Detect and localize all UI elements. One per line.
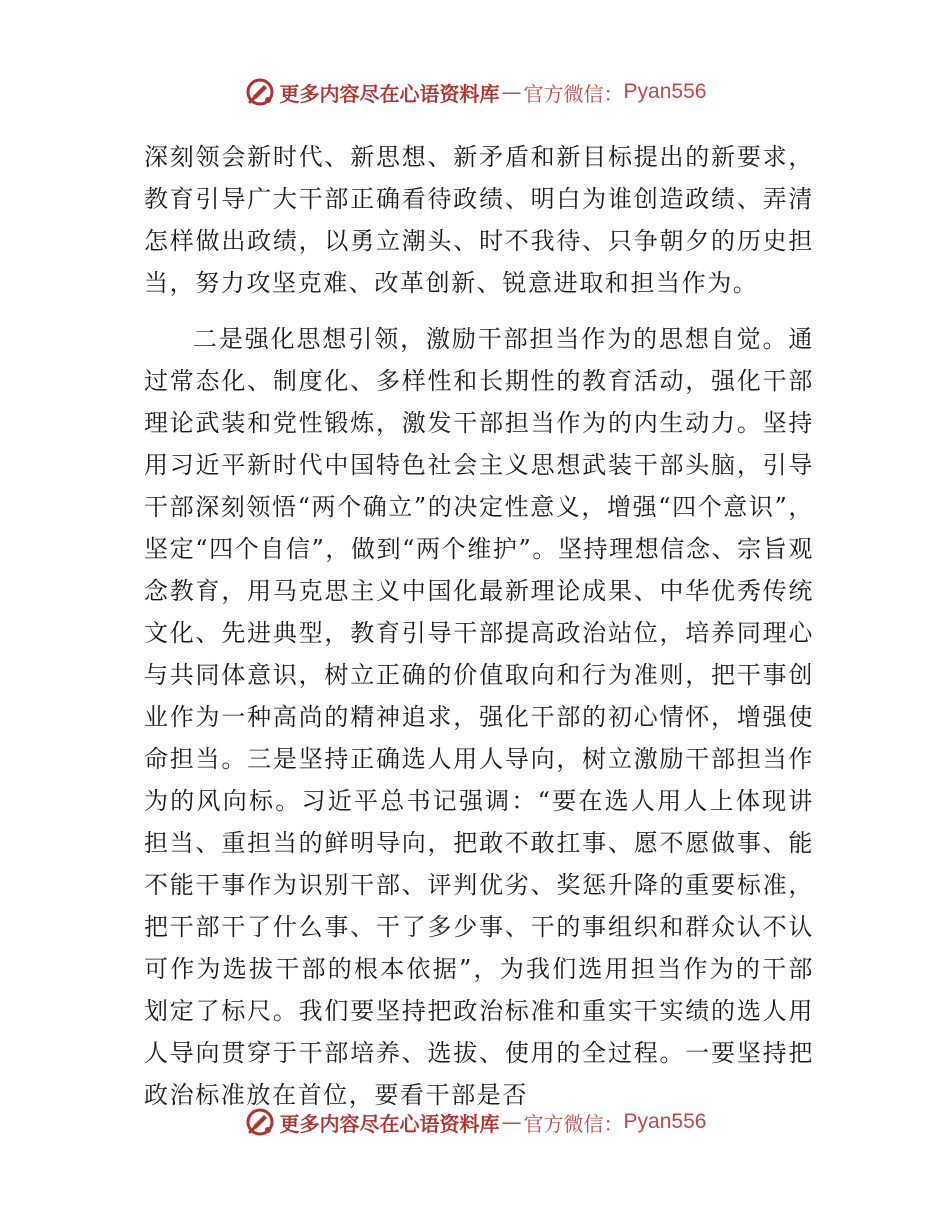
banner-title: 更多内容尽在心语资料库: [279, 1111, 500, 1136]
banner-separator: —: [501, 80, 522, 104]
banner-wechat-label: 官方微信：: [523, 81, 624, 106]
header-banner: [0, 72, 950, 112]
banner-wechat-id: Pyan556: [623, 80, 707, 103]
banner-wechat-label: 官方微信：: [523, 1111, 624, 1136]
paragraph: 深刻领会新时代、新思想、新矛盾和新目标提出的新要求，教育引导广大干部正确看待政绩、明白为谁创造政绩、弄清怎样做出政绩，以勇立潮头、时不我待、只争朝夕的历史担当，努力攻坚克难、改革创新、锐意进取和担当作为。: [144, 143, 814, 297]
logo-icon: [244, 76, 276, 108]
paragraph: 二是强化思想引领，激励干部担当作为的思想自觉。通过常态化、制度化、多样性和长期性的教育活动，强化干部理论武装和党性锻炼，激发干部担当作为的内生动力。坚持用习近平新时代中国特色社会主义思想武装干部头脑，引导干部深刻领悟“两个确立”的决定性意义，增强“四个意识”，坚定“四个自信”，做到“两个维护”。坚持理想信念、宗旨观念教育，用马克思主义中国化最新理论成果、中华优秀传统文化、先进典型，教育引导干部提高政治站位，培养同理心与共同体意识，树立正确的价值取向和行为准则，把干事创业作为一种高尚的精神追求，强化干部的初心情怀，增强使命担当。三是坚持正确选人用人导向，树立激励干部担当作为的风向标。习近平总书记强调：“要在选人用人上体现讲担当、重担当的鲜明导向，把敢不敢扛事、愿不愿做事、能不能干事作为识别干部、评判优劣、奖惩升降的重要标准，把干部干了什么事、干了多少事、干的事组织和群众认不认可作为选拔干部的根本依据”，为我们选用担当作为的干部划定了标尺。我们要坚持把政治标准和重实干实绩的选人用人导向贯穿于干部培养、选拔、使用的全过程。一要坚持把政治标准放在首位，要看干部是否: [144, 325, 814, 1109]
banner-wechat-id: Pyan556: [623, 1110, 707, 1133]
footer-banner: [0, 1102, 950, 1142]
document-body: [144, 136, 814, 1116]
banner-separator: —: [501, 1110, 522, 1134]
logo-icon: [244, 1106, 276, 1138]
banner-title: 更多内容尽在心语资料库: [279, 81, 500, 106]
